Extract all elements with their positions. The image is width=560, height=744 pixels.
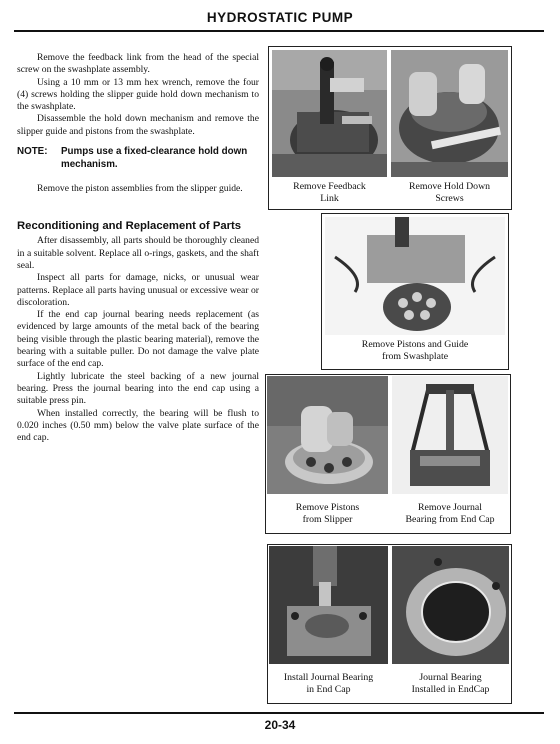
caption-line: Screws — [435, 193, 464, 205]
caption-journal-bearing-installed — [392, 672, 509, 696]
caption-remove-pistons-from-slipper — [267, 502, 388, 526]
photo-journal-bearing-installed — [392, 546, 509, 664]
photo-remove-journal-bearing — [392, 376, 508, 494]
paragraph-cleaning: After disassembly, all parts should be thoroughly cleaned in a suitable solvent. Replace all o-rings, gaskets, and the shaft seal. — [17, 235, 259, 271]
caption-install-journal-bearing — [269, 672, 388, 696]
photo-remove-feedback-link — [272, 50, 387, 177]
caption-line: Remove Journal — [418, 502, 482, 513]
note-text: Pumps use a fixed-clearance hold down mechanism. — [61, 146, 248, 170]
caption-line: Remove Pistons and Guide — [361, 339, 469, 350]
caption-line: Link — [320, 193, 339, 205]
note-block — [17, 146, 259, 171]
paragraph-remove-feedback-link: Remove the feedback link from the head of the special screw on the swashplate assembly. — [17, 52, 259, 76]
caption-line: Journal Bearing — [419, 672, 482, 683]
caption-remove-journal-bearing — [392, 502, 508, 526]
caption-remove-feedback-link — [272, 181, 387, 205]
caption-line: Installed in EndCap — [411, 684, 490, 696]
paragraph-bearing-removal: If the end cap journal bearing needs replacement (as evidenced by large amounts of the metal back of the bearing being visible through the plastic bearing material), remove the bearing with a suitable puller. Do not damage the valve plate surface of the end cap. — [17, 309, 259, 370]
caption-line: Remove Feedback — [293, 181, 366, 192]
paragraph-remove-piston-assemblies: Remove the piston assemblies from the slipper guide. — [37, 183, 243, 195]
paragraph-bearing-installation: When installed correctly, the bearing will be flush to 0.020 inches (0.50 mm) below the valve plate surface of the end cap. — [17, 407, 259, 444]
photo-remove-pistons-from-slipper — [267, 376, 388, 494]
header-rule — [14, 30, 544, 32]
caption-line: Install Journal Bearing — [283, 672, 374, 683]
caption-line: from Slipper — [302, 514, 353, 526]
paragraph-remove-screws: Using a 10 mm or 13 mm hex wrench, remove the four (4) screws holding the slipper guide hold down mechanism to the swashplate. — [17, 76, 259, 113]
paragraph-inspection: Inspect all parts for damage, nicks, or unusual wear patterns. Replace all parts having unusual or excessive wear or discoloration. — [17, 272, 259, 308]
photo-remove-hold-down-screws — [391, 50, 508, 177]
section-heading: Reconditioning and Replacement of Parts — [17, 220, 242, 233]
text-column — [17, 52, 259, 444]
caption-line: Remove Pistons — [295, 502, 360, 513]
caption-remove-hold-down-screws — [391, 181, 508, 205]
paragraph-disassemble-hold-down: Disassemble the hold down mechanism and remove the slipper guide and pistons from the swashplate. — [17, 113, 259, 137]
caption-line: Bearing from End Cap — [405, 514, 495, 526]
page-number: 20-34 — [264, 718, 296, 732]
caption-line: Remove Hold Down — [408, 181, 491, 192]
caption-line: in End Cap — [306, 684, 351, 696]
caption-line: from Swashplate — [381, 351, 449, 363]
note-label: NOTE: — [17, 146, 48, 158]
footer-rule — [14, 712, 544, 714]
photo-install-journal-bearing — [269, 546, 388, 664]
caption-remove-pistons-and-guide — [321, 339, 509, 363]
page-title: HYDROSTATIC PUMP — [206, 10, 354, 25]
paragraph-bearing-lubrication: Lightly lubricate the steel backing of a new journal bearing. Press the journal bearing into the end cap using a suitable press pin. — [17, 370, 259, 407]
photo-remove-pistons-and-guide — [325, 217, 505, 335]
